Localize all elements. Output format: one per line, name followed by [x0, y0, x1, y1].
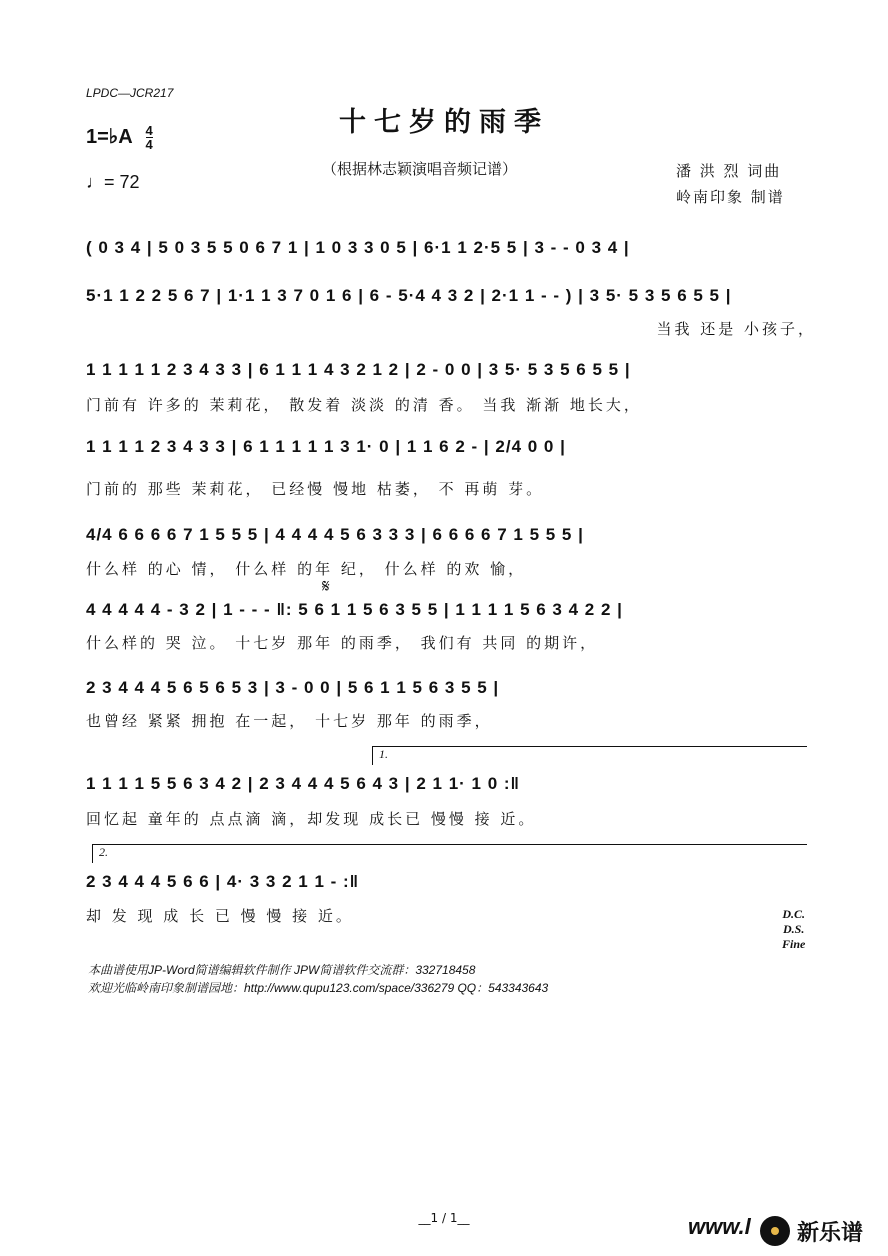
- score-code: LPDC—JCR217: [86, 86, 174, 100]
- watermark-url: www.l: [688, 1214, 751, 1239]
- notation-row-4: 1 1 1 1 2 3 4 3 3 | 6 1 1 1 1 1 3 1· 0 | 1 1 6 2 - | 2/4 0 0 |: [86, 437, 566, 456]
- arranger-credit: 岭南印象 制谱: [676, 188, 785, 206]
- lyrics-row-5: 什么样 的心 情， 什么样 的年 纪， 什么样 的欢 愉，: [86, 560, 527, 578]
- lyrics-row-4: 门前的 那些 茉莉花， 已经慢 慢地 枯萎， 不 再萌 芽。: [86, 480, 545, 498]
- notation-row-1: ( 0 3 4 | 5 0 3 5 5 0 6 7 1 | 1 0 3 3 0 5 | 6·1 1 2·5 5 | 3 - - 0 3 4 |: [86, 238, 630, 257]
- time-signature: $\frac{4}{4}$: [145, 123, 153, 153]
- notation-row-7: 2 3 4 4 4 5 6 5 6 5 3 | 3 - 0 0 | 5 6 1 1 5 6 3 5 5 |: [86, 678, 500, 697]
- tempo-mark: ♩= 72: [86, 172, 140, 192]
- page-number: __1 / 1__: [418, 1211, 470, 1225]
- key-signature: [86, 124, 153, 151]
- lyrics-row-9: 却 发 现 成 长 已 慢 慢 接 近。: [86, 907, 354, 925]
- composer-credit: 潘 洪 烈 词曲: [676, 162, 782, 180]
- lyrics-row-6: 什么样的 哭 泣。 十七岁 那年 的雨季， 我们有 共同 的期许，: [86, 634, 599, 652]
- lyrics-row-7: 也曾经 紧紧 拥抱 在一起， 十七岁 那年 的雨季，: [86, 712, 493, 730]
- footer-software-note: 本曲谱使用JP-Word简谱编辑软件制作 JPW简谱软件交流群：332718458: [88, 963, 476, 977]
- volta-2-bracket: 2.: [92, 844, 807, 863]
- footer-website-note: 欢迎光临岭南印象制谱园地：http://www.qupu123.com/space/336279 QQ：543343643: [88, 981, 549, 995]
- lyrics-row-8: 回忆起 童年的 点点滴 滴，却发现 成长已 慢慢 接 近。: [86, 810, 537, 828]
- watermark-brand: 新乐谱: [797, 1221, 864, 1246]
- repeat-end-marks: D.C. D.S. Fine: [782, 907, 806, 951]
- song-title: 十七岁的雨季: [339, 107, 549, 138]
- record-logo-icon: [760, 1216, 790, 1246]
- lyrics-row-3: 门前有 许多的 茉莉花， 散发着 淡淡 的清 香。 当我 渐渐 地长大，: [86, 396, 642, 414]
- notation-row-5: 4/4 6 6 6 6 7 1 5 5 5 | 4 4 4 4 5 6 3 3 3 | 6 6 6 6 7 1 5 5 5 |: [86, 525, 584, 544]
- subtitle: （根据林志颖演唱音频记谱）: [322, 160, 518, 178]
- notation-row-3: 1 1 1 1 1 2 3 4 3 3 | 6 1 1 1 4 3 2 1 2 | 2 - 0 0 | 3 5· 5 3 5 6 5 5 |: [86, 360, 631, 379]
- key-label: 1=♭A: [86, 126, 132, 148]
- notation-row-6: 4 4 4 4 4 - 3 2 | 1 - - - ‖: 5 6 1 1 5 6 3 5 5 | 1 1 1 1 5 6 3 4 2 2 |: [86, 600, 623, 619]
- volta-1-bracket: 1.: [372, 746, 807, 765]
- lyrics-row-2: 当我 还是 小孩子，: [656, 320, 816, 338]
- segno-sign: 𝄋: [322, 576, 330, 597]
- notation-row-8: 1 1 1 1 5 5 6 3 4 2 | 2 3 4 4 4 5 6 4 3 | 2 1 1· 1 0 :‖: [86, 774, 521, 793]
- notation-row-2: 5·1 1 2 2 5 6 7 | 1·1 1 3 7 0 1 6 | 6 - 5·4 4 3 2 | 2·1 1 - - ) | 3 5· 5 3 5 6 5 5 |: [86, 286, 732, 305]
- notation-row-9: 2 3 4 4 4 5 6 6 | 4· 3 3 2 1 1 - :‖: [86, 872, 360, 891]
